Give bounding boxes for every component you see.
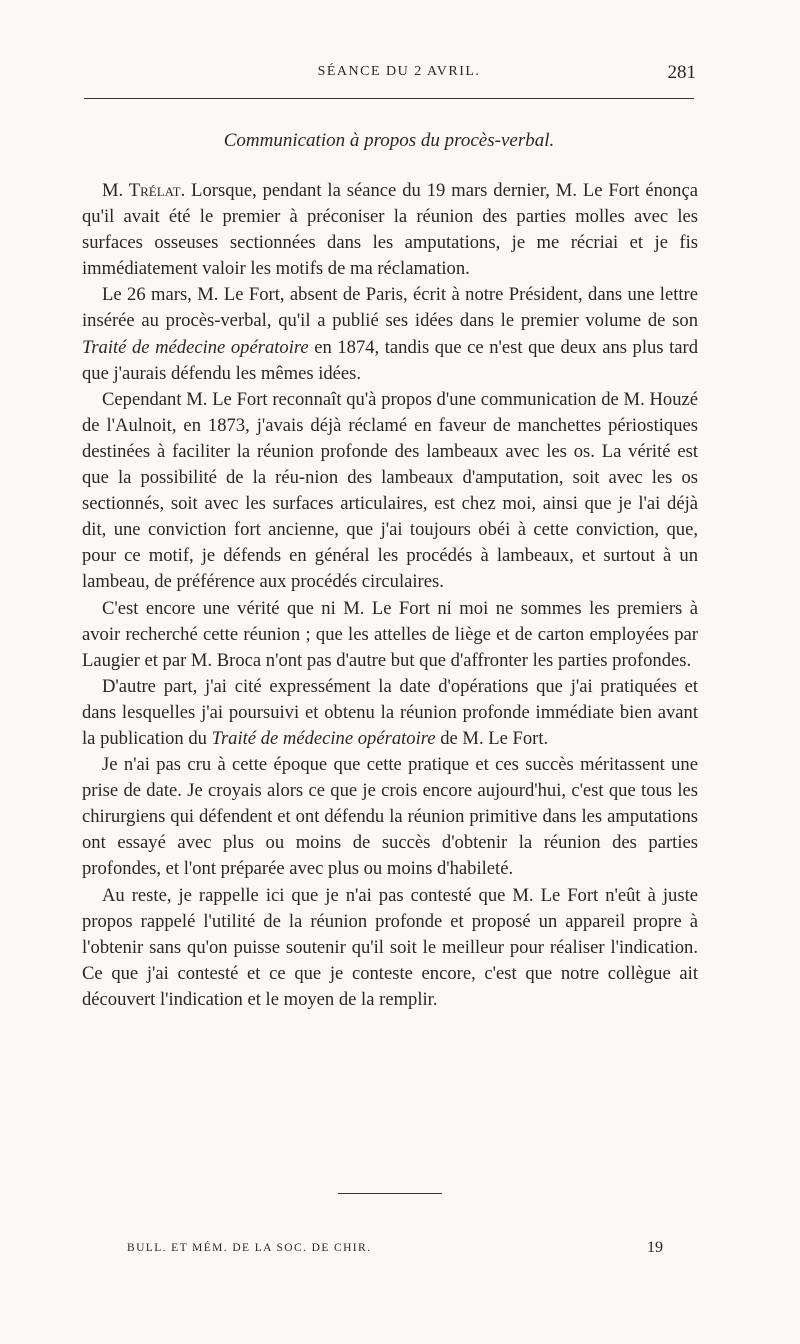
paragraph-text: de M. Le Fort. [435, 727, 549, 749]
paragraph [82, 178, 698, 282]
signature-mark: 19 [647, 1239, 663, 1256]
book-title: Traité de médecine opératoire [211, 727, 436, 749]
section-title: Communication à propos du procès-verbal. [223, 130, 555, 151]
running-title: SÉANCE DU 2 AVRIL. [317, 64, 481, 79]
body-text [82, 178, 698, 1013]
page-number: 281 [667, 62, 696, 83]
paragraph [82, 674, 698, 752]
paragraph [82, 282, 698, 386]
paragraph: C'est encore une vérité que ni M. Le Fort ni moi ne sommes les premiers à avoir recherché cette réunion ; que les attelles de liège et de carton employées par Laugier et par M. Broca n'ont pas d'autre but que d'affronter les parties profondes. [82, 597, 698, 671]
paragraph-text: Lorsque, pendant la séance du 19 mars dernier, M. Le Fort énonça qu'il avait été le premier à préconiser la réunion des parties molles avec les surfaces osseuses sectionnées dans les amputations, je me récriai et je fis immédiatement valoir les motifs de ma réclamation. [82, 180, 698, 280]
paragraph-text: en 1874, tandis que ce n'est que deux ans plus tard que j'aurais défendu les mêmes idées. [82, 336, 699, 384]
paragraph-text: D'autre part, j'ai cité expressément la date d'opérations que j'ai pratiquées et dans lesquelles j'ai poursuivi et obtenu la réunion profonde immédiate bien avant la publication du [82, 675, 698, 749]
footer [127, 1239, 663, 1261]
end-rule [338, 1193, 442, 1194]
journal-name: BULL. ET MÉM. DE LA SOC. DE CHIR. [127, 1242, 372, 1254]
speaker-name: M. Trélat. [102, 180, 186, 201]
book-title: Traité de médecine opératoire [82, 336, 309, 358]
header-rule [84, 98, 694, 99]
paragraph-text: Le 26 mars, M. Le Fort, absent de Paris, écrit à notre Président, dans une lettre insérée au procès-verbal, qu'il a publié ses idées dans le premier volume de son [82, 284, 698, 332]
running-head [82, 62, 696, 86]
paragraph: Cependant M. Le Fort reconnaît qu'à propos d'une communication de M. Houzé de l'Aulnoit, en 1873, j'avais déjà réclamé en faveur de manchettes périostiques destinées à faciliter la réunion profonde des lambeaux avec les os. La vérité est que la possibilité de la réu-nion des lambeaux d'amputation, soit avec les os sectionnés, soit avec les surfaces articulaires, est chez moi, ainsi que je l'ai déjà dit, une conviction fort ancienne, que j'ai toujours obéi à cette conviction, que, pour ce motif, je défends en général les procédés à lambeaux, et surtout à un lambeau, de préférence aux procédés circulaires. [82, 388, 698, 593]
paragraph: Je n'ai pas cru à cette époque que cette pratique et ces succès méritassent une prise de date. Je croyais alors ce que je crois encore aujourd'hui, c'est que tous les chirurgiens qui défendent et ont défendu la réunion primitive dans les amputations ont essayé avec plus ou moins de succès d'obtenir la réunion des parties profondes, et l'ont préparée avec plus ou moins d'habileté. [82, 754, 698, 880]
paragraph: Au reste, je rappelle ici que je n'ai pas contesté que M. Le Fort n'eût à juste propos rappelé l'utilité de la réunion profonde et proposé un appareil propre à l'obtenir sans qu'on puisse soutenir qu'il soit le meilleur pour réaliser l'indication. Ce que j'ai contesté et ce que je conteste encore, c'est que notre collègue ait découvert l'indication et le moyen de la remplir. [82, 884, 698, 1010]
